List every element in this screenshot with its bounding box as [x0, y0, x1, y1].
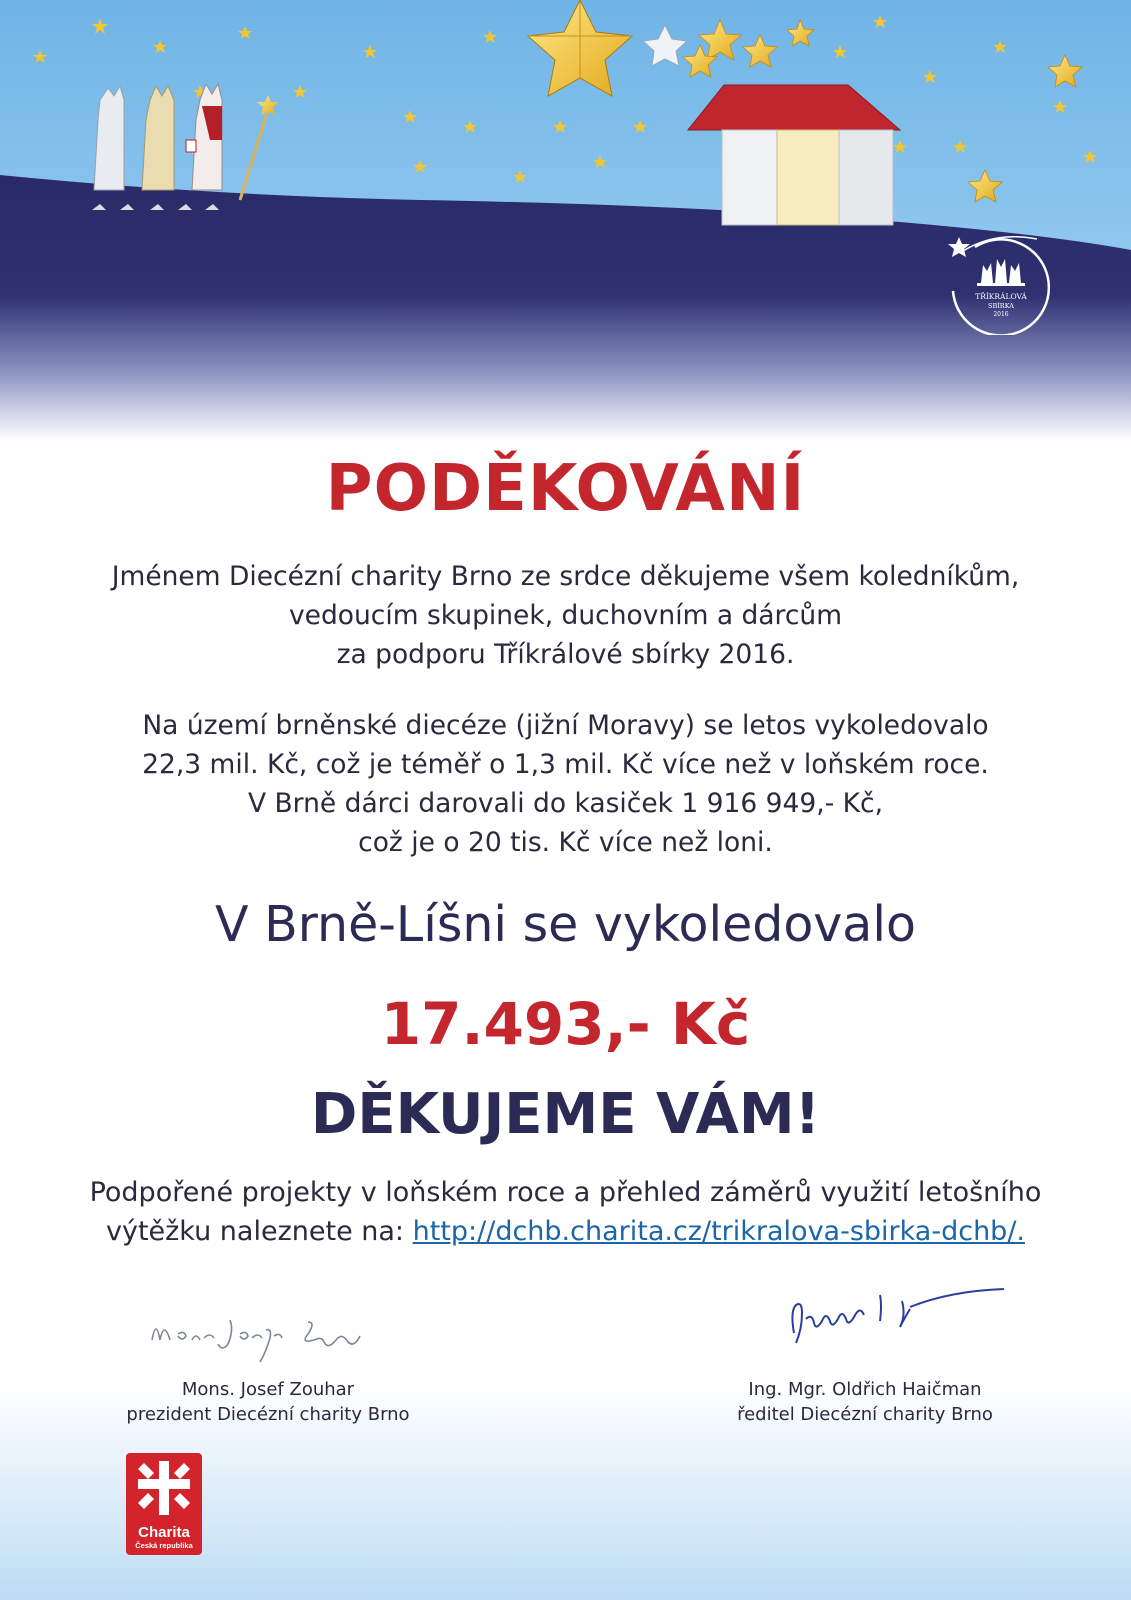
header-illustration: [0, 0, 1131, 440]
charita-logo-name: Charita: [138, 1524, 190, 1541]
signatory-right-name: Ing. Mgr. Oldřich Haičman: [748, 1379, 982, 1400]
charita-logo: [126, 1453, 202, 1555]
intro-paragraph: [0, 557, 1131, 674]
intro-line: za podporu Tříkrálové sbírky 2016.: [336, 639, 795, 670]
stats-line: 22,3 mil. Kč, což je téměř o 1,3 mil. Kč více než v loňském roce.: [142, 749, 989, 780]
projects-line: Podpořené projekty v loňském roce a přehled záměrů využití letošního: [89, 1177, 1042, 1208]
projects-line: [0, 1212, 1131, 1251]
stats-line: V Brně dárci darovali do kasiček 1 916 949,- Kč,: [247, 788, 884, 819]
signatory-right-role: ředitel Diecézní charity Brno: [737, 1404, 993, 1425]
stats-paragraph: [0, 706, 1131, 862]
logo-text-line1: TŘÍKRÁLOVÁ: [975, 292, 1027, 301]
signatory-left-role: prezident Diecézní charity Brno: [126, 1404, 410, 1425]
logo-text-year: 2016: [993, 311, 1009, 318]
logo-text-line2: SBÍRKA: [988, 302, 1014, 310]
stats-line: což je o 20 tis. Kč více než loni.: [358, 827, 773, 858]
stats-line: Na území brněnské diecéze (jižní Moravy) se letos vykoledovalo: [142, 710, 989, 741]
projects-paragraph: [0, 1173, 1131, 1251]
intro-line: Jménem Diecézní charity Brno ze srdce děkujeme všem koledníkům,: [111, 561, 1020, 592]
signature-right: [790, 1285, 1010, 1355]
projects-line-prefix: výtěžku naleznete na:: [105, 1216, 413, 1247]
signature-left: [148, 1300, 408, 1370]
page-title: PODĚKOVÁNÍ: [325, 452, 806, 526]
signatory-right: [685, 1377, 1045, 1427]
charita-logo-subtitle: Česká republika: [135, 1541, 193, 1550]
intro-line: vedoucím skupinek, duchovním a dárcům: [288, 600, 843, 631]
projects-link[interactable]: http://dchb.charita.cz/trikralova-sbirka-dchb/.: [412, 1216, 1026, 1247]
signatory-left-name: Mons. Josef Zouhar: [181, 1379, 355, 1400]
trikralova-sbirka-logo: [945, 225, 1057, 335]
thank-you-heading: DĚKUJEME VÁM!: [310, 1082, 821, 1147]
collected-amount: 17.493,- Kč: [380, 990, 751, 1058]
signatory-left: [88, 1377, 448, 1427]
local-collection-heading: V Brně-Líšni se vykoledovalo: [215, 896, 916, 953]
